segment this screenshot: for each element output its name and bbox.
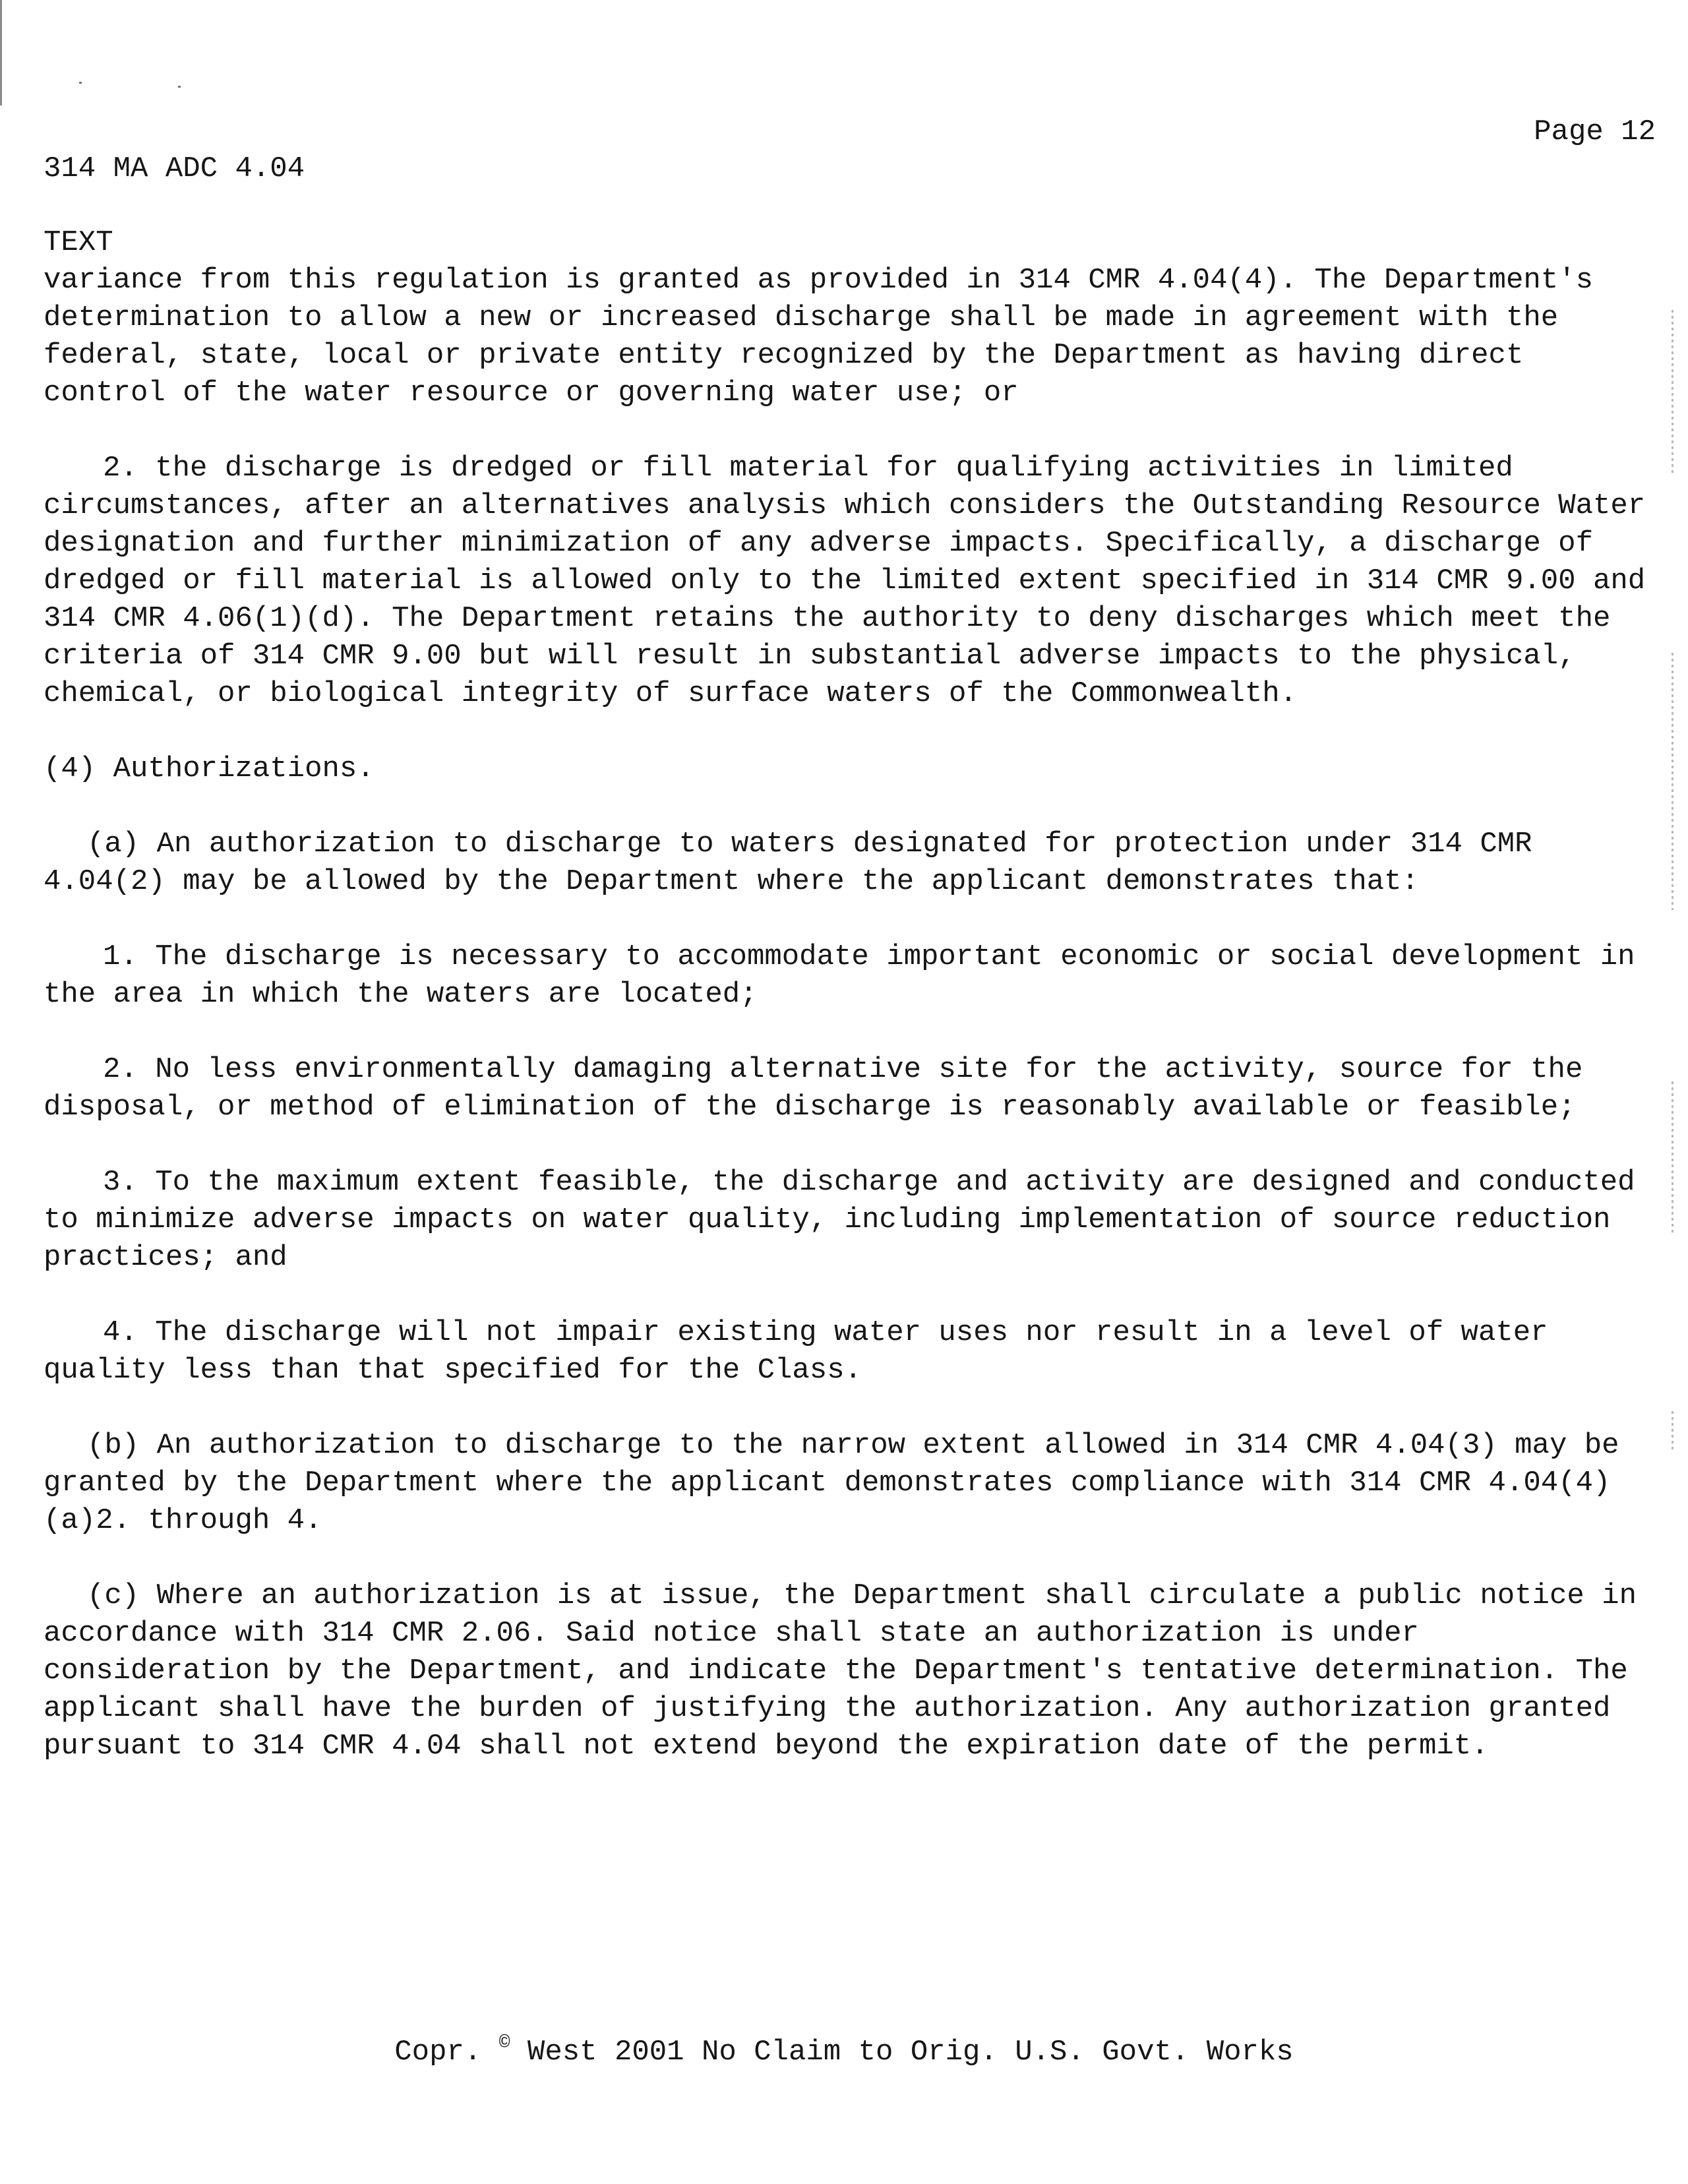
scan-edge-artifact bbox=[1672, 1081, 1673, 1233]
paragraph: (c) Where an authorization is at issue, the Department shall circulate a public notice in accordance with 314 CMR 2.06. Said notice shall state an authorization is under consideration by the Department, and indicate the Department's tentative determination. The applicant shall have the burden of justifying the authorization. Any authorization granted pursuant to 314 CMR 4.04 shall not extend beyond the expiration date of the permit. bbox=[44, 1579, 1654, 1763]
paragraph: variance from this regulation is granted as provided in 314 CMR 4.04(4). The Department's determination to allow a new or increased discharge shall be made in agreement with the federal, state, local or private entity recognized by the Department as having direct control of the water resource or governing water use; or bbox=[44, 264, 1611, 410]
copyright-footer bbox=[0, 2024, 1688, 2071]
copyright-symbol: © bbox=[498, 2033, 510, 2053]
scan-edge-artifact bbox=[1672, 1411, 1673, 1451]
scan-edge-artifact bbox=[1672, 653, 1673, 910]
footer-text: West 2001 No Claim to Orig. U.S. Govt. Works bbox=[527, 2036, 1294, 2069]
paragraph: (b) An authorization to discharge to the narrow extent allowed in 314 CMR 4.04(3) may be granted by the Department where the applicant demonstrates compliance with 314 CMR 4.04(4)(a)2. through 4. bbox=[44, 1429, 1637, 1537]
scan-speck bbox=[79, 82, 82, 84]
paragraph: 3. To the maximum extent feasible, the discharge and activity are designed and conducted to minimize adverse impacts on water quality, including implementation of source reduction practices; and bbox=[44, 1166, 1652, 1274]
section-heading: (4) Authorizations. bbox=[44, 752, 375, 785]
scan-speck bbox=[178, 86, 181, 88]
footer-prefix: Copr. bbox=[394, 2036, 482, 2069]
paragraph: 2. the discharge is dredged or fill material for qualifying activities in limited circumstances, after an alternatives analysis which considers the Outstanding Resource Water designation and further minimization of any adverse impacts. Specifically, a discharge of dredged or fill material is allowed only to the limited extent specified in 314 CMR 9.00 and 314 CMR 4.06(1)(d). The Department retains the authority to deny discharges which meet the criteria of 314 CMR 9.00 but will result in substantial adverse impacts to the physical, chemical, or biological integrity of surface waters of the Commonwealth. bbox=[44, 452, 1663, 710]
scan-edge-artifact bbox=[1672, 310, 1673, 475]
document-citation: 314 MA ADC 4.04 bbox=[44, 152, 305, 185]
paragraph: (a) An authorization to discharge to waters designated for protection under 314 CMR 4.04(2) may be allowed by the Department where the applicant demonstrates that: bbox=[44, 828, 1550, 898]
section-label: TEXT bbox=[44, 226, 113, 259]
document-body bbox=[44, 224, 1663, 1803]
paragraph: 4. The discharge will not impair existing water uses nor result in a level of water quality less than that specified for the Class. bbox=[44, 1316, 1565, 1387]
paragraph: 1. The discharge is necessary to accommodate important economic or social development in the area in which the waters are located; bbox=[44, 940, 1652, 1011]
paragraph: 2. No less environmentally damaging alternative site for the activity, source for the disposal, or method of elimination of the discharge is reasonably available or feasible; bbox=[44, 1053, 1600, 1124]
scan-margin-rule bbox=[0, 0, 2, 106]
page-number: Page 12 bbox=[1534, 115, 1656, 148]
